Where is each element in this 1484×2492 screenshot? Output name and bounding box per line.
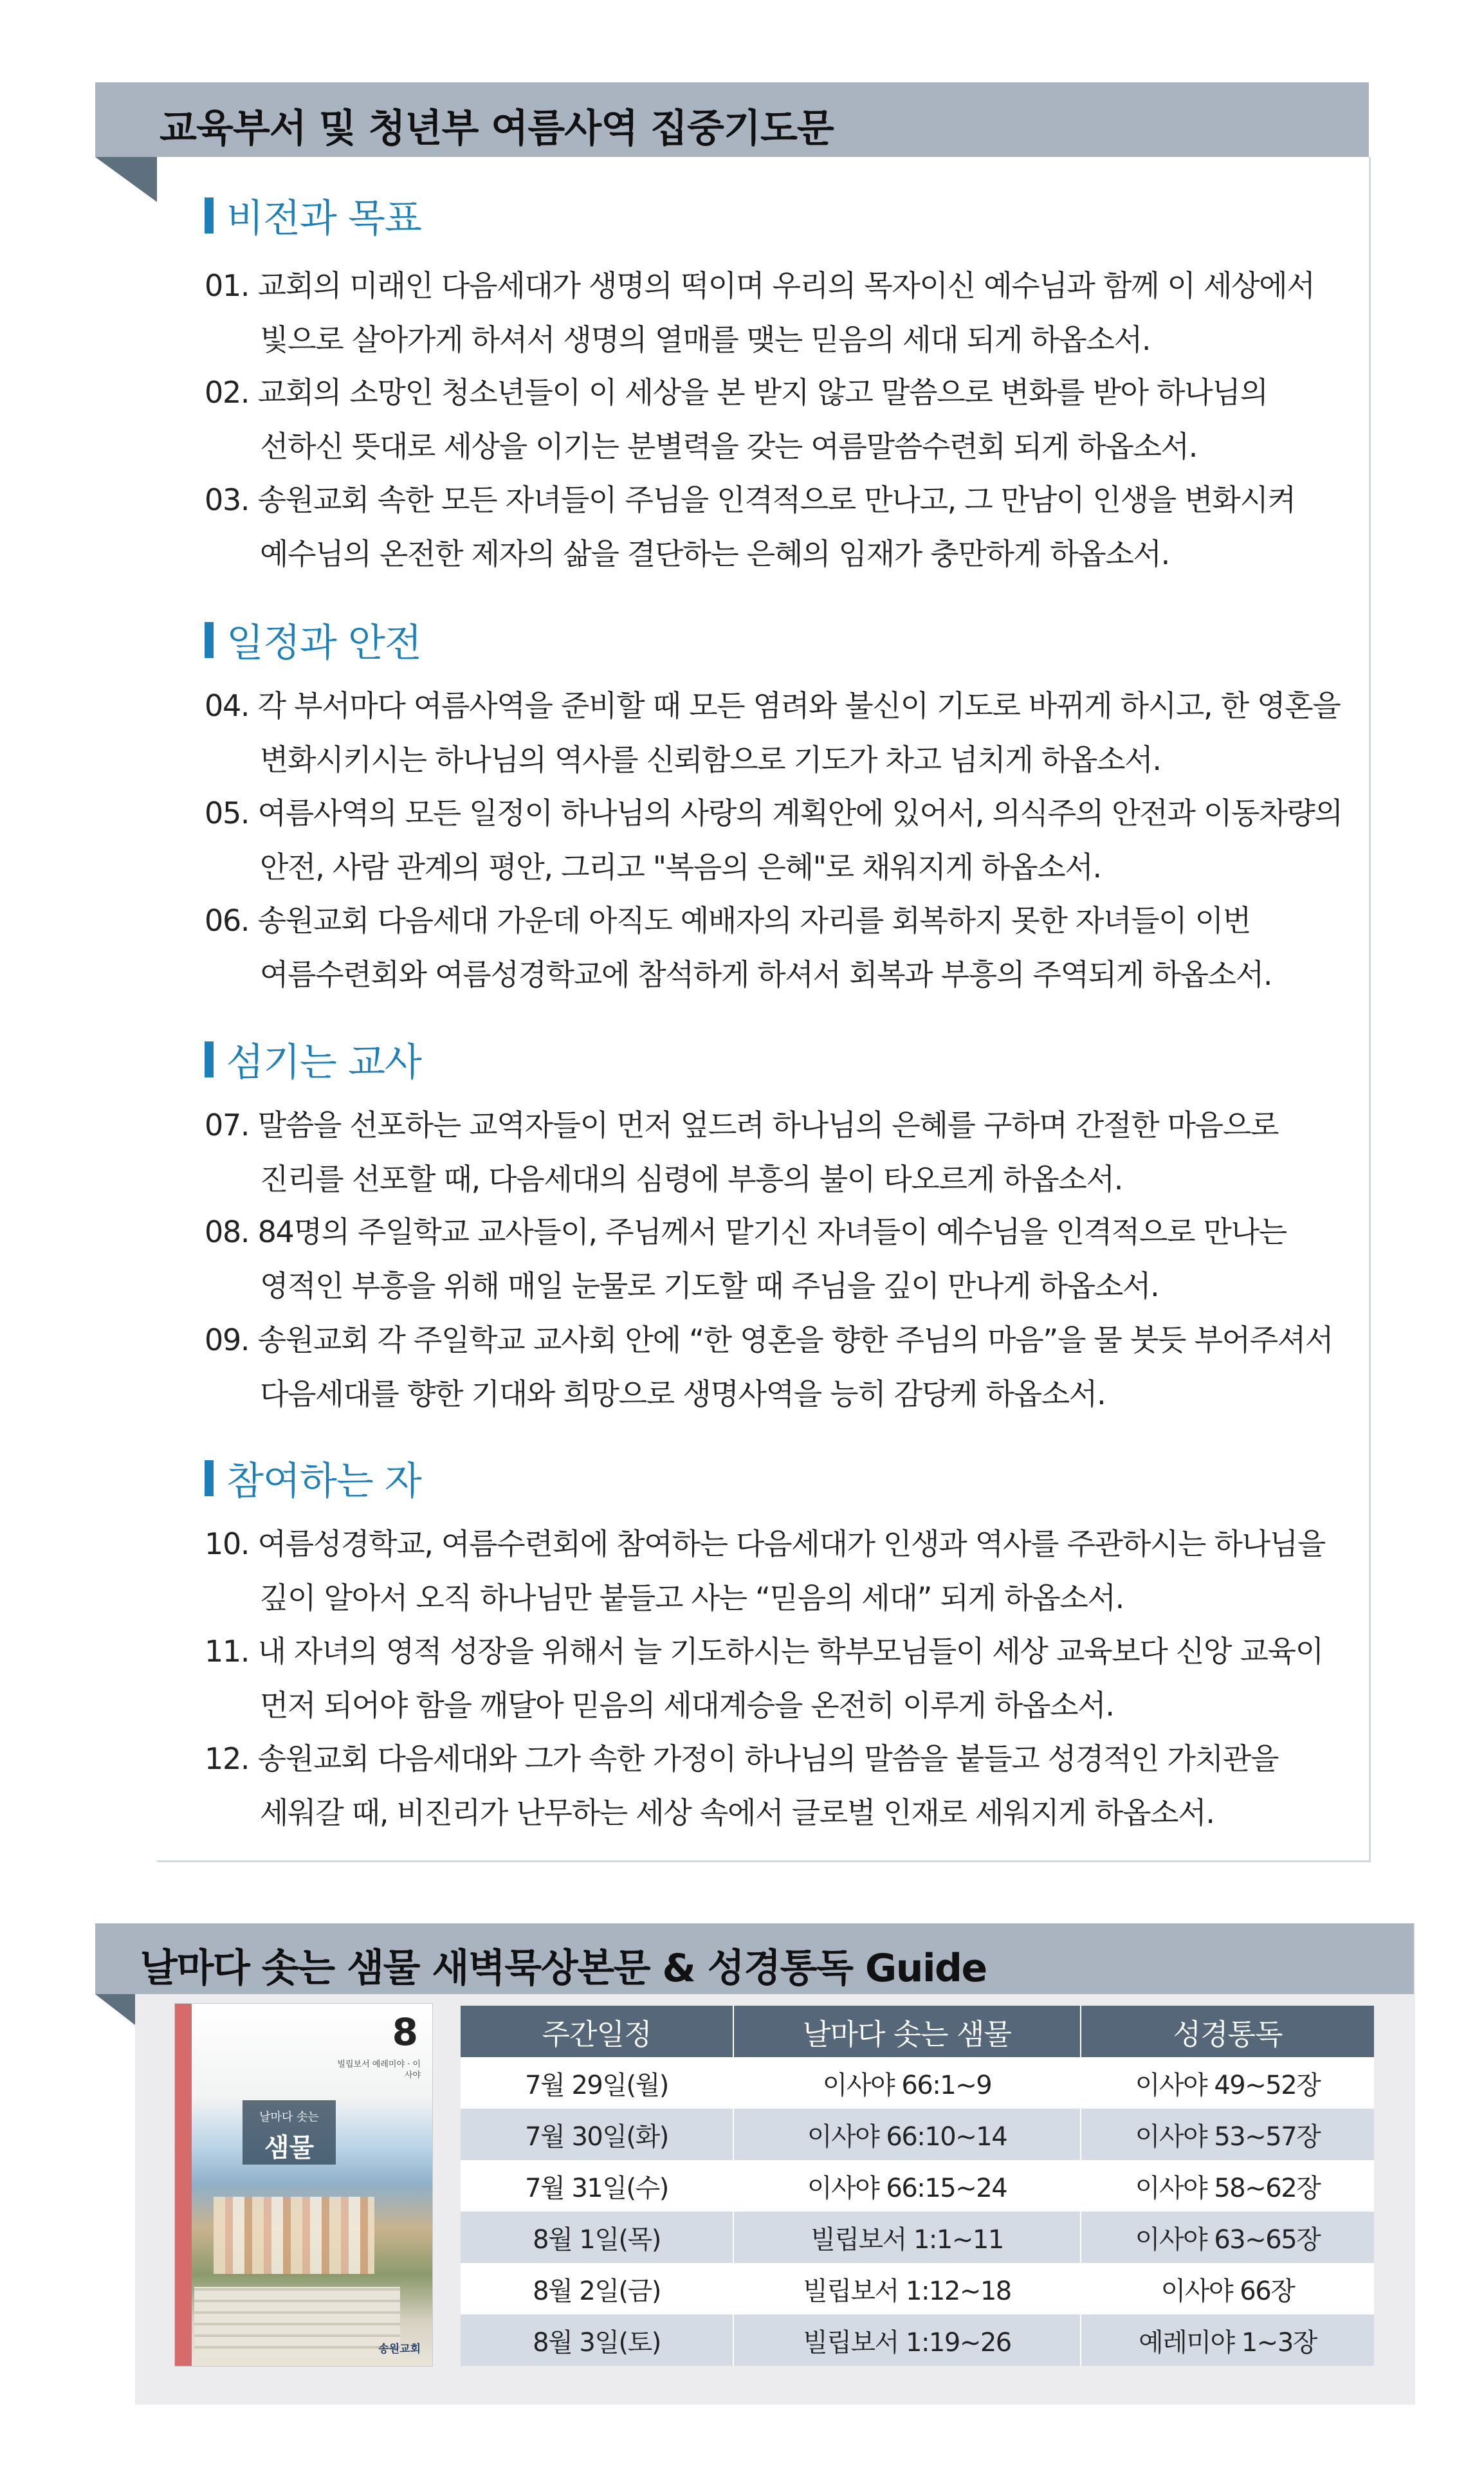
section-bar-icon xyxy=(205,1041,214,1077)
section-title-teachers xyxy=(205,1032,421,1087)
section-title-vision xyxy=(205,188,421,243)
table-row xyxy=(461,2057,1374,2109)
prayer-item-line: 01. 교회의 미래인 다음세대가 생명의 떡이며 우리의 목자이신 예수님과 함께 이 세상에서 xyxy=(205,268,1315,303)
cell-date: 7월 31일(수) xyxy=(461,2160,733,2212)
prayer-item-line: 진리를 선포할 때, 다음세대의 심령에 부흥의 불이 타오르게 하옵소서. xyxy=(260,1162,1123,1196)
prayer-item-02 xyxy=(205,365,1350,473)
header-fold-decoration xyxy=(95,157,157,202)
table-row xyxy=(461,2212,1374,2263)
cell-reading: 이사야 53~57장 xyxy=(1081,2109,1374,2160)
cover-subtitle: 빌립보서 예레미야 · 이사야 xyxy=(337,2060,421,2080)
prayer-item-line: 여름수련회와 여름성경학교에 참석하게 하셔서 회복과 부흥의 주역되게 하옵소서. xyxy=(260,957,1272,992)
prayer-item-line: 세워갈 때, 비진리가 난무하는 세상 속에서 글로벌 인재로 세워지게 하옵소서. xyxy=(260,1795,1214,1830)
cell-devotion: 빌립보서 1:1~11 xyxy=(733,2212,1081,2263)
cell-devotion: 빌립보서 1:12~18 xyxy=(733,2263,1081,2314)
section-title-schedule xyxy=(205,612,421,668)
cell-date: 7월 30일(화) xyxy=(461,2109,733,2160)
prayer-item-line: 영적인 부흥을 위해 매일 눈물로 기도할 때 주님을 깊이 만나게 하옵소서. xyxy=(260,1269,1159,1303)
cover-town-illustration xyxy=(214,2197,374,2274)
cell-reading: 이사야 63~65장 xyxy=(1081,2212,1374,2263)
prayer-item-07 xyxy=(205,1098,1350,1206)
cover-badge-small: 날마다 솟는 xyxy=(259,2111,319,2124)
prayer-item-04 xyxy=(205,679,1350,787)
guide-table xyxy=(461,2006,1374,2366)
cover-title-badge xyxy=(243,2100,336,2165)
prayer-item-01 xyxy=(205,259,1350,367)
cell-devotion: 이사야 66:10~14 xyxy=(733,2109,1081,2160)
cell-date: 8월 2일(금) xyxy=(461,2263,733,2314)
prayer-item-line: 빛으로 살아가게 하셔서 생명의 열매를 맺는 믿음의 세대 되게 하옵소서. xyxy=(260,322,1151,357)
prayer-item-line: 깊이 알아서 오직 하나님만 붙들고 사는 “믿음의 세대” 되게 하옵소서. xyxy=(260,1580,1124,1615)
prayer-item-line: 06. 송원교회 다음세대 가운데 아직도 예배자의 자리를 회복하지 못한 자녀들이 이번 xyxy=(205,903,1250,938)
prayer-item-line: 안전, 사람 관계의 평안, 그리고 "복음의 은혜"로 채워지게 하옵소서. xyxy=(260,850,1101,884)
prayer-item-11 xyxy=(205,1624,1350,1732)
prayer-item-line: 02. 교회의 소망인 청소년들이 이 세상을 본 받지 않고 말씀으로 변화를 받아 하나님의 xyxy=(205,375,1268,410)
table-row xyxy=(461,2263,1374,2314)
cell-devotion: 이사야 66:1~9 xyxy=(733,2057,1081,2109)
cell-reading: 예레미야 1~3장 xyxy=(1081,2314,1374,2366)
prayer-item-line: 08. 84명의 주일학교 교사들이, 주님께서 맡기신 자녀들이 예수님을 인격적으로 만나는 xyxy=(205,1214,1287,1249)
prayer-item-line: 예수님의 온전한 제자의 삶을 결단하는 은혜의 임재가 충만하게 하옵소서. xyxy=(260,536,1169,571)
guide-header xyxy=(95,1923,1414,1994)
cell-reading: 이사야 66장 xyxy=(1081,2263,1374,2314)
prayer-item-line: 12. 송원교회 다음세대와 그가 속한 가정이 하나님의 말씀을 붙들고 성경적인 가치관을 xyxy=(205,1741,1279,1776)
prayer-item-05 xyxy=(205,786,1350,894)
section-bar-icon xyxy=(205,197,214,234)
prayer-item-09 xyxy=(205,1313,1350,1421)
table-row xyxy=(461,2314,1374,2366)
cell-reading: 이사야 58~62장 xyxy=(1081,2160,1374,2212)
prayer-item-line: 07. 말씀을 선포하는 교역자들이 먼저 엎드려 하나님의 은혜를 구하며 간절한 마음으로 xyxy=(205,1108,1279,1142)
cell-date: 8월 3일(토) xyxy=(461,2314,733,2366)
cover-spine xyxy=(175,2004,192,2366)
prayer-title: 교육부서 및 청년부 여름사역 집중기도문 xyxy=(160,106,834,151)
cover-badge-big: 샘물 xyxy=(264,2133,315,2163)
cover-issue-number: 8 xyxy=(392,2010,418,2054)
cell-reading: 이사야 49~52장 xyxy=(1081,2057,1374,2109)
table-row xyxy=(461,2109,1374,2160)
section-bar-icon xyxy=(205,1460,214,1496)
prayer-item-line: 변화시키시는 하나님의 역사를 신뢰함으로 기도가 차고 넘치게 하옵소서. xyxy=(260,742,1161,777)
table-row xyxy=(461,2160,1374,2212)
prayer-item-line: 먼저 되어야 함을 깨달아 믿음의 세대계승을 온전히 이루게 하옵소서. xyxy=(260,1688,1114,1723)
cover-stairs-illustration xyxy=(194,2287,400,2358)
table-header-row xyxy=(461,2006,1374,2057)
header-fold-decoration xyxy=(95,1994,135,2025)
column-header-schedule: 주간일정 xyxy=(461,2006,733,2057)
cell-devotion: 이사야 66:15~24 xyxy=(733,2160,1081,2212)
prayer-item-line: 04. 각 부서마다 여름사역을 준비할 때 모든 염려와 불신이 기도로 바뀌게 하시고, 한 영혼을 xyxy=(205,688,1341,723)
prayer-item-08 xyxy=(205,1205,1350,1313)
guide-title: 날마다 솟는 샘물 새벽묵상본문 & 성경통독 Guide xyxy=(140,1946,987,1991)
cell-date: 7월 29일(월) xyxy=(461,2057,733,2109)
magazine-cover-image xyxy=(175,2004,432,2366)
prayer-item-line: 10. 여름성경학교, 여름수련회에 참여하는 다음세대가 인생과 역사를 주관하시는 하나님을 xyxy=(205,1526,1326,1561)
section-title-text: 일정과 안전 xyxy=(226,621,421,666)
column-header-devotion: 날마다 솟는 샘물 xyxy=(733,2006,1081,2057)
prayer-item-line: 다음세대를 향한 기대와 희망으로 생명사역을 능히 감당케 하옵소서. xyxy=(260,1377,1106,1411)
prayer-item-line: 03. 송원교회 속한 모든 자녀들이 주님을 인격적으로 만나고, 그 만남이 인생을 변화시켜 xyxy=(205,482,1296,517)
prayer-item-line: 09. 송원교회 각 주일학교 교사회 안에 “한 영혼을 향한 주님의 마음”을 물 붓듯 부어주셔서 xyxy=(205,1323,1333,1357)
prayer-item-line: 선하신 뜻대로 세상을 이기는 분별력을 갖는 여름말씀수련회 되게 하옵소서. xyxy=(260,429,1198,464)
prayer-item-06 xyxy=(205,893,1350,1002)
prayer-header xyxy=(95,82,1369,157)
section-title-participants xyxy=(205,1451,421,1506)
cell-devotion: 빌립보서 1:19~26 xyxy=(733,2314,1081,2366)
prayer-item-10 xyxy=(205,1517,1350,1625)
section-title-text: 비전과 목표 xyxy=(226,196,421,241)
prayer-item-line: 05. 여름사역의 모든 일정이 하나님의 사랑의 계획안에 있어서, 의식주의 안전과 이동차량의 xyxy=(205,796,1342,830)
prayer-item-line: 11. 내 자녀의 영적 성장을 위해서 늘 기도하시는 학부모님들이 세상 교육보다 신앙 교육이 xyxy=(205,1634,1323,1669)
section-title-text: 참여하는 자 xyxy=(226,1459,421,1504)
prayer-item-03 xyxy=(205,473,1350,581)
column-header-bible-reading: 성경통독 xyxy=(1081,2006,1374,2057)
cover-publisher-logo: 송원교회 xyxy=(378,2343,421,2356)
section-title-text: 섬기는 교사 xyxy=(226,1040,421,1085)
prayer-item-12 xyxy=(205,1732,1350,1840)
cell-date: 8월 1일(목) xyxy=(461,2212,733,2263)
section-bar-icon xyxy=(205,622,214,658)
